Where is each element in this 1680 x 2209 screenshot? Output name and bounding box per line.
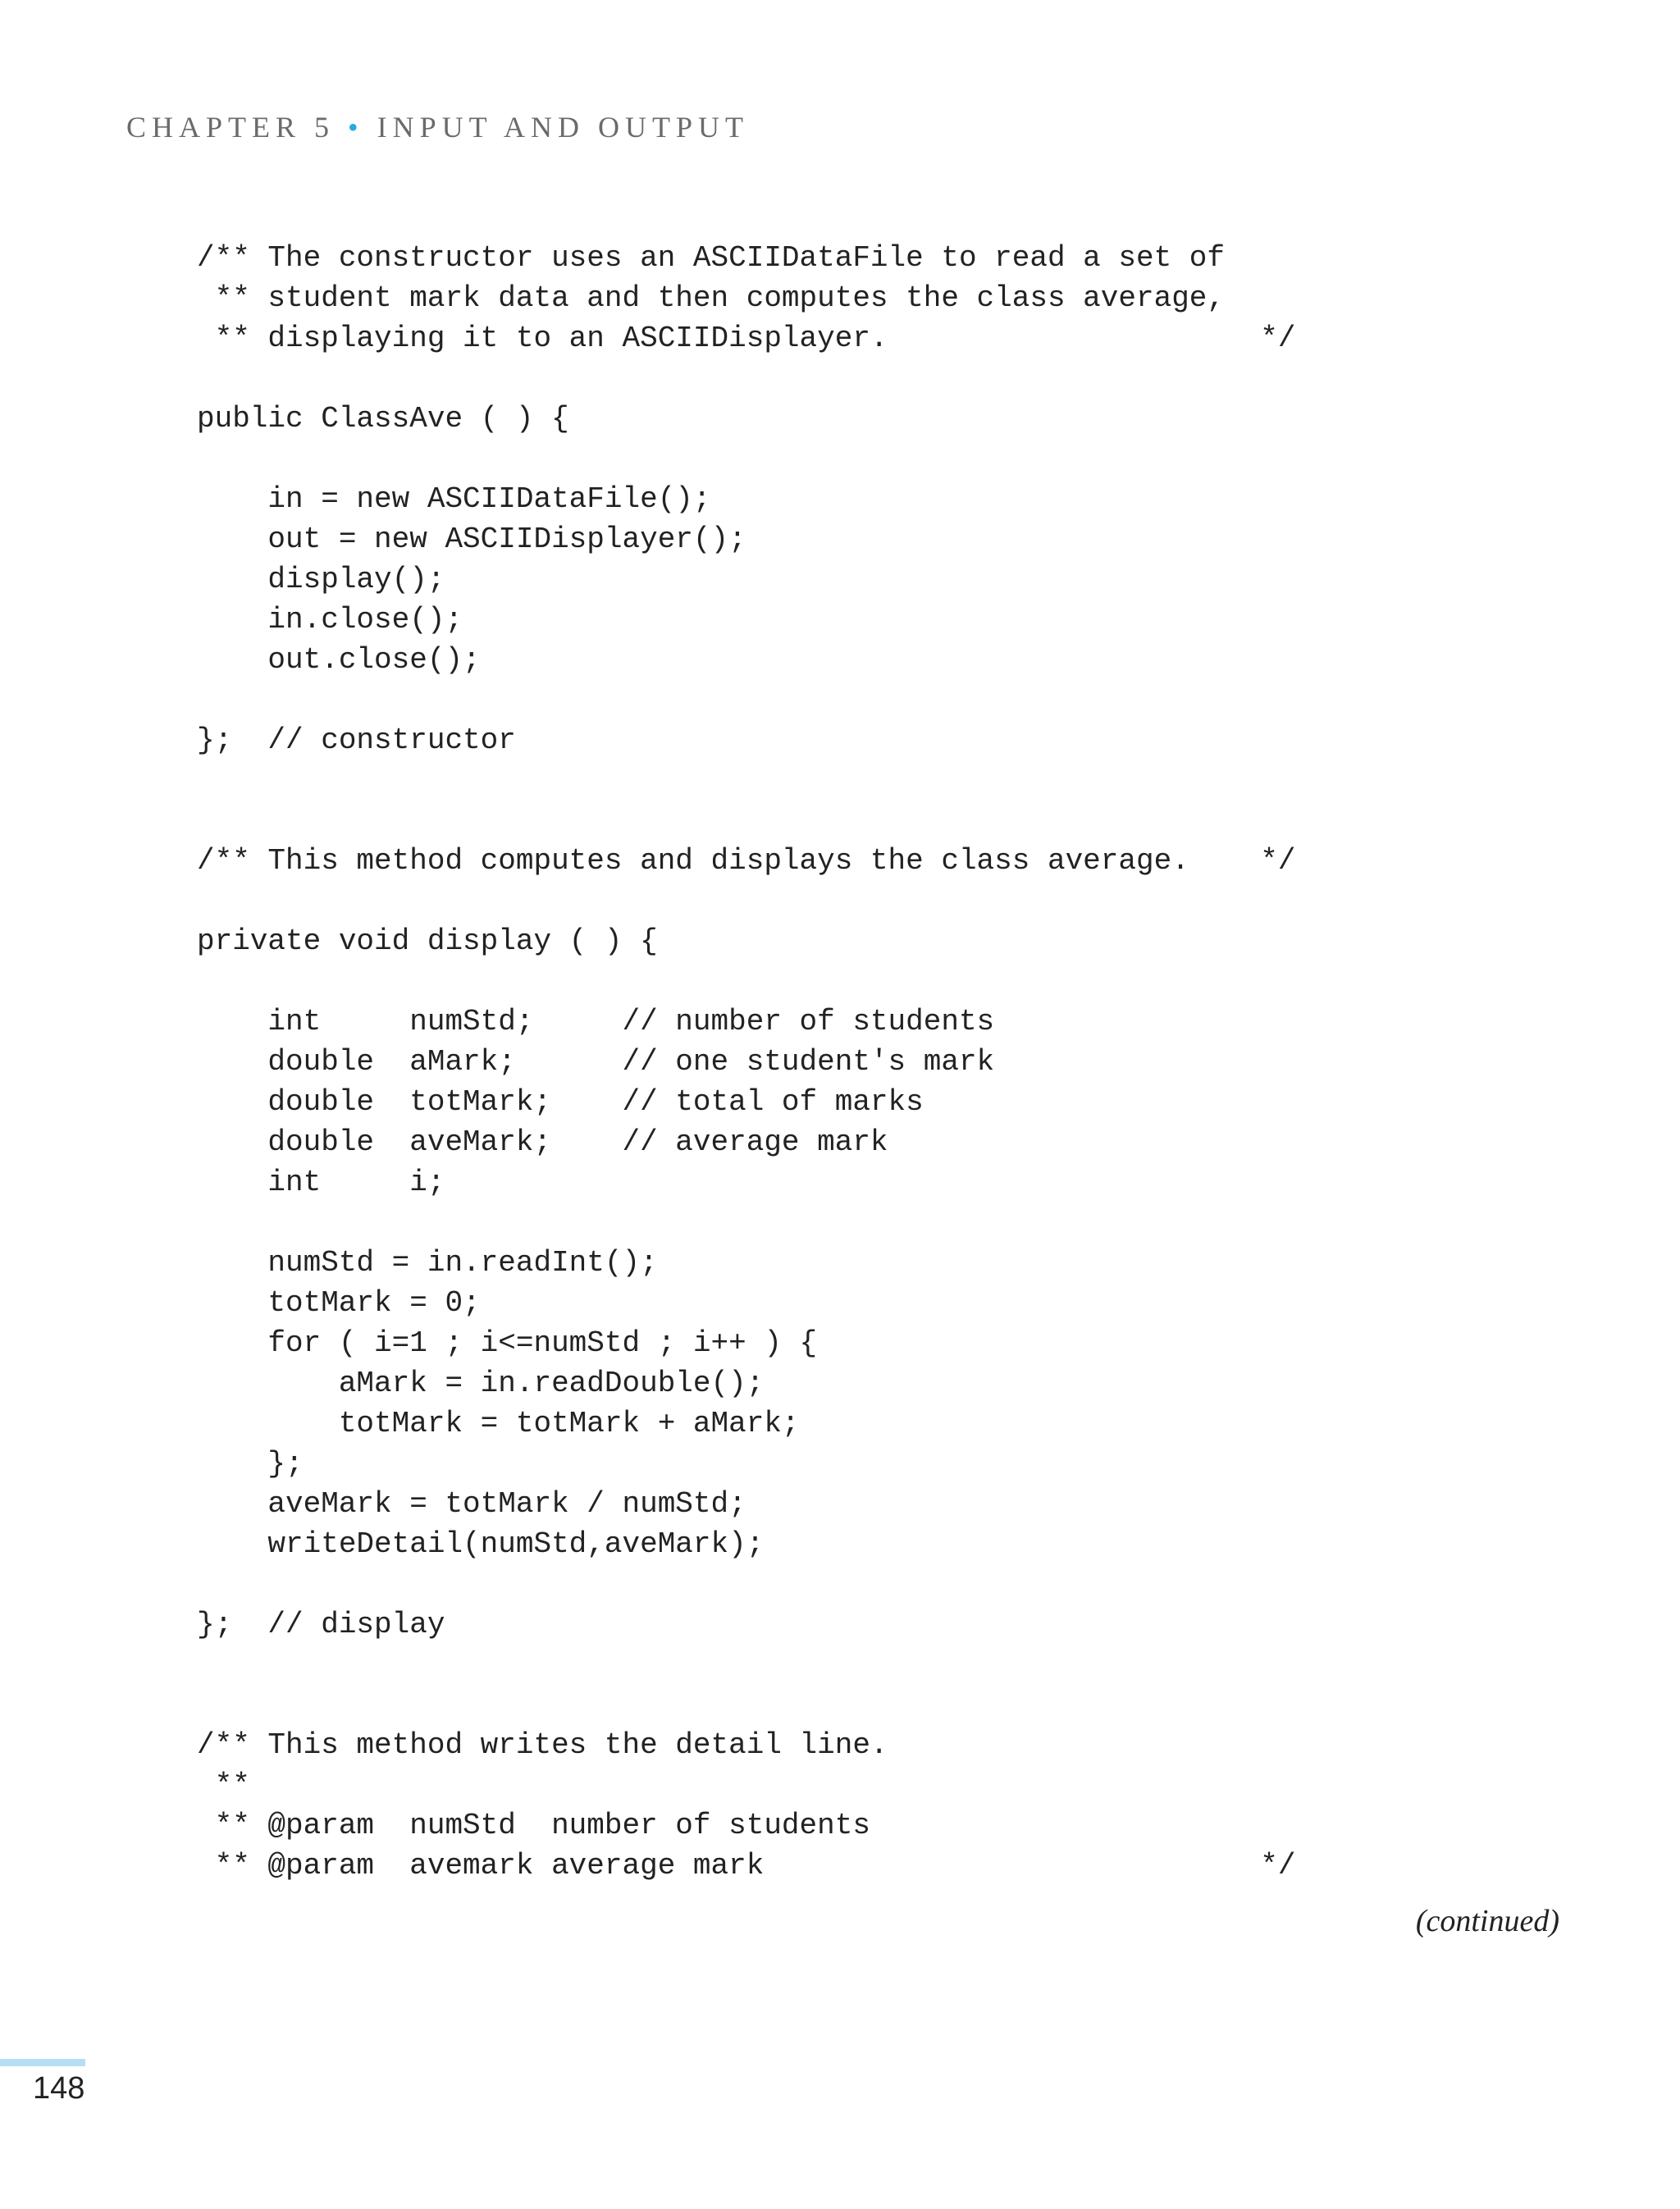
code-line: /** This method writes the detail line. [197,1728,888,1762]
code-line: display(); [197,563,445,596]
chapter-title: INPUT AND OUTPUT [377,111,749,144]
code-line: ** @param avemark average mark */ [197,1849,1296,1883]
code-line: /** The constructor uses an ASCIIDataFile to read a set of [197,241,1226,275]
page-number: 148 [33,2071,85,2106]
code-line: ** student mark data and then computes the class average, [197,281,1226,315]
code-line: double aMark; // one student's mark [197,1045,995,1079]
code-line: double totMark; // total of marks [197,1085,924,1119]
continued-label: (continued) [1415,1904,1559,1938]
code-line: ** @param numStd number of students [197,1809,870,1842]
code-line [197,1564,1295,1604]
code-line: ** [197,1769,250,1802]
code-line [197,1645,1295,1685]
page-number-rule [0,2059,85,2066]
code-line: double aveMark; // average mark [197,1125,888,1159]
header-separator: • [348,111,364,144]
code-line: }; [197,1447,304,1481]
code-line: for ( i=1 ; i<=numStd ; i++ ) { [197,1326,818,1360]
code-line: out.close(); [197,643,481,677]
running-header [126,110,749,144]
code-listing [197,238,1295,1886]
code-line [197,801,1295,841]
code-line: /** This method computes and displays the class average. */ [197,844,1296,878]
code-line: numStd = in.readInt(); [197,1246,658,1280]
code-line: ** displaying it to an ASCIIDisplayer. */ [197,322,1296,355]
code-line: totMark = totMark + aMark; [197,1407,800,1440]
code-line [197,439,1295,479]
code-line [197,760,1295,801]
code-line: in = new ASCIIDataFile(); [197,482,711,516]
code-line: }; // display [197,1608,445,1641]
code-line: public ClassAve ( ) { [197,402,569,436]
code-line: int numStd; // number of students [197,1005,995,1038]
code-line [197,881,1295,921]
code-line: }; // constructor [197,723,516,757]
code-line: totMark = 0; [197,1286,481,1320]
code-line [197,680,1295,720]
code-line: private void display ( ) { [197,924,658,958]
code-line [197,1203,1295,1243]
code-line [197,1685,1295,1725]
code-line [197,961,1295,1002]
chapter-label: CHAPTER 5 [126,111,336,144]
code-line: int i; [197,1166,445,1199]
code-line: aveMark = totMark / numStd; [197,1487,746,1521]
code-line [197,358,1295,399]
code-line: writeDetail(numStd,aveMark); [197,1527,765,1561]
code-line: in.close(); [197,603,463,637]
code-line: aMark = in.readDouble(); [197,1367,765,1400]
code-line: out = new ASCIIDisplayer(); [197,523,746,556]
